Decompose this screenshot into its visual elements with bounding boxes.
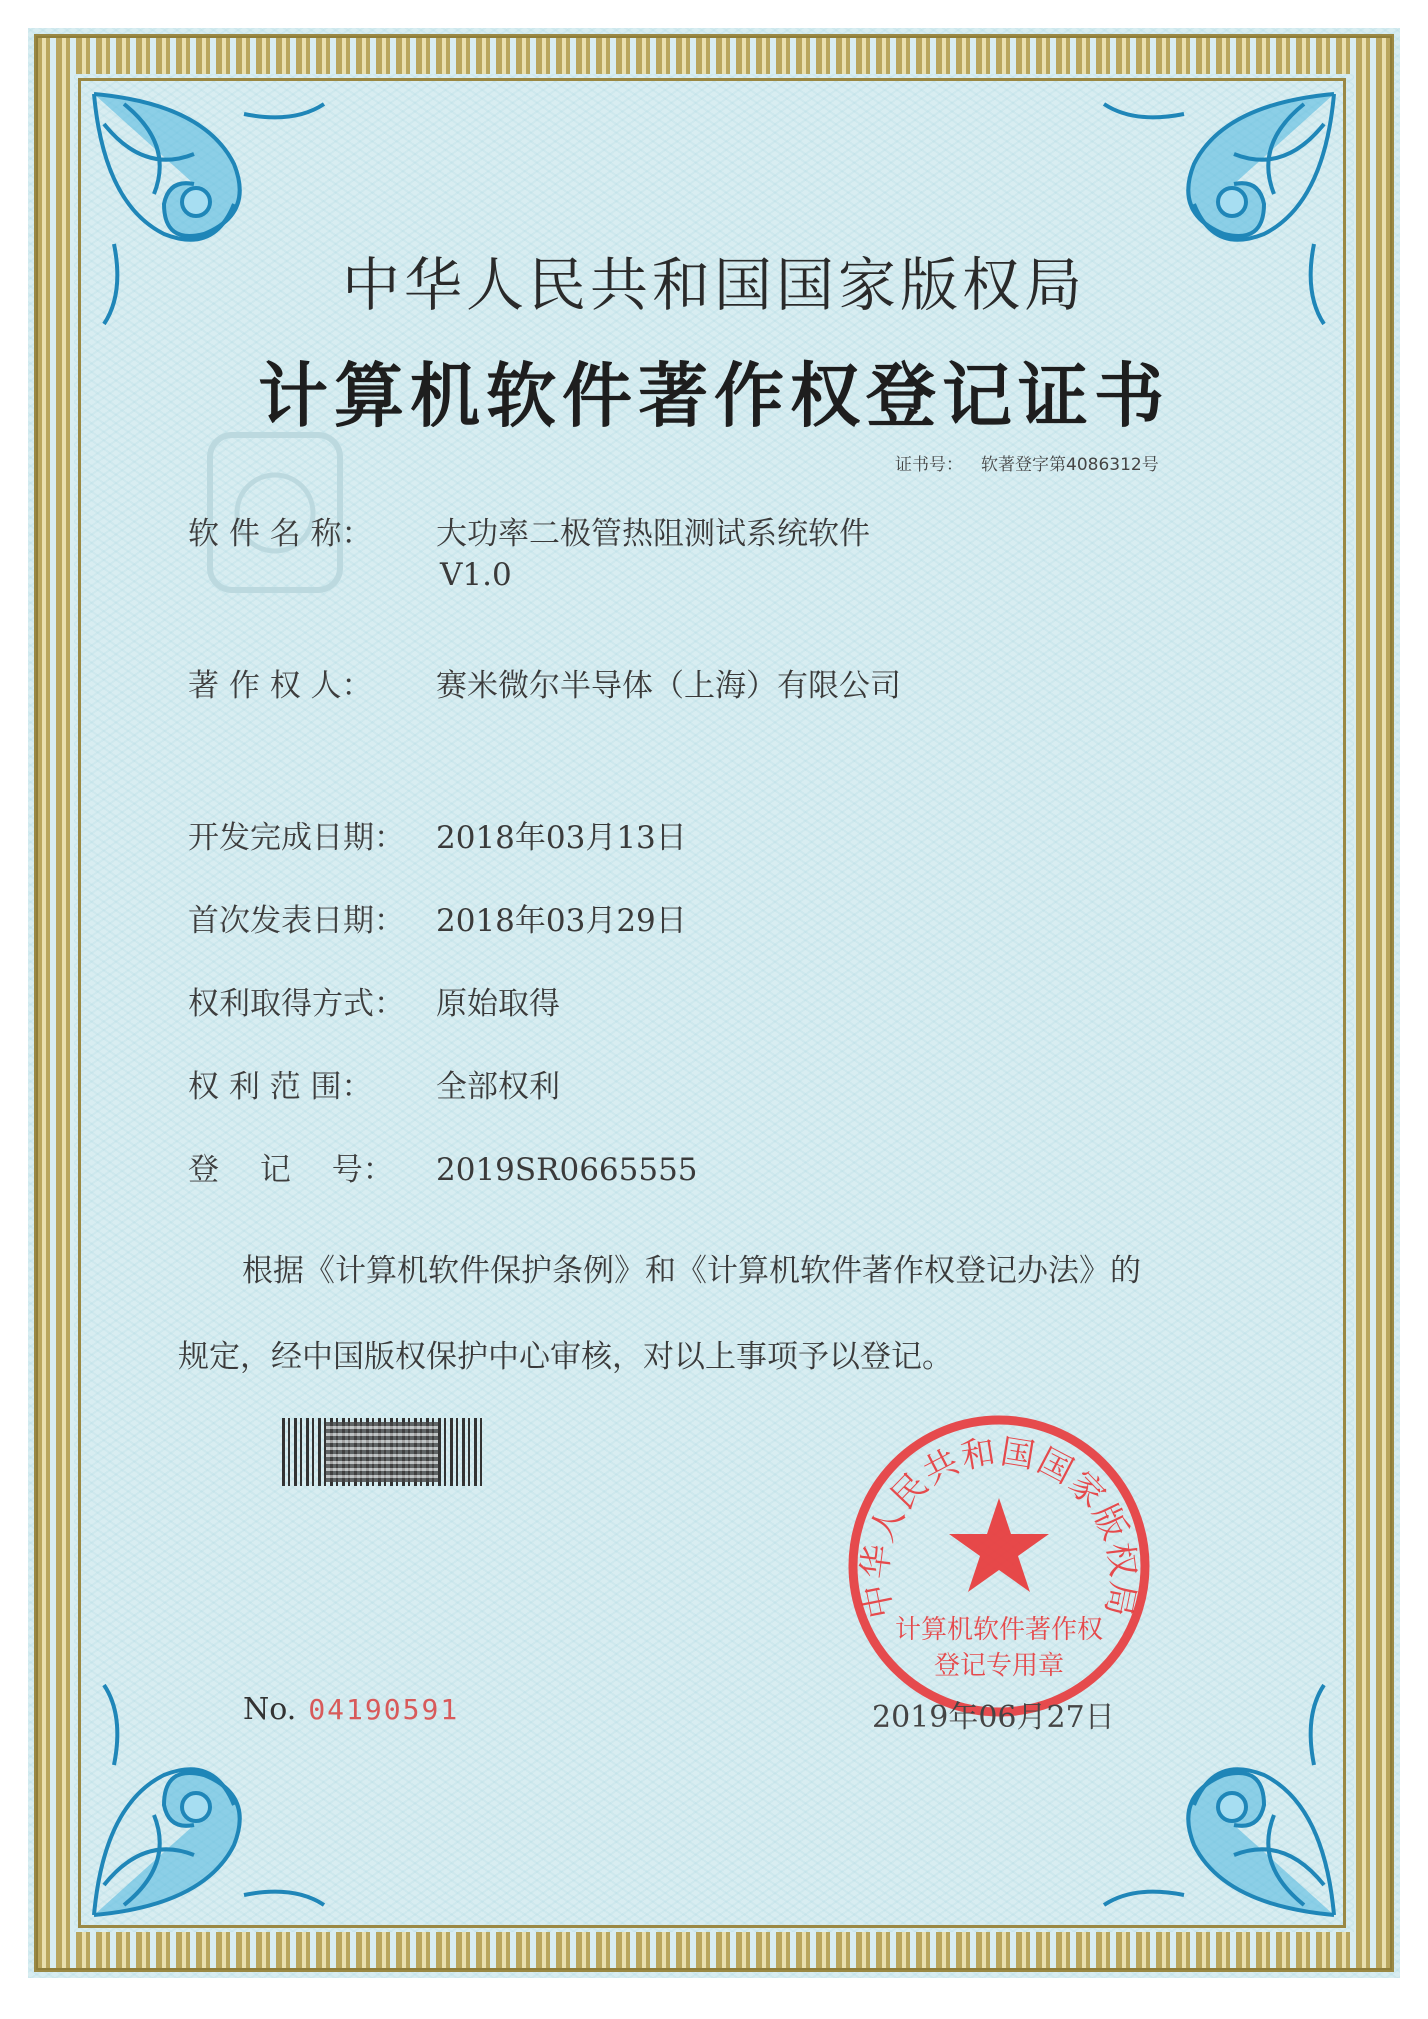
statement-paragraph xyxy=(178,1228,1278,1400)
field-value: 赛米微尔半导体（上海）有限公司 xyxy=(436,668,901,704)
serial-label: No. xyxy=(243,1692,297,1727)
field-copyright-owner xyxy=(188,660,901,705)
seal-inner-line-1: 计算机软件著作权 xyxy=(894,1615,1104,1645)
field-first-publish-date xyxy=(188,895,687,940)
field-value: 原始取得 xyxy=(436,986,560,1022)
field-value: 2018年03月13日 xyxy=(436,820,687,856)
seal-inner-line-2: 登记专用章 xyxy=(933,1651,1065,1681)
serial-number xyxy=(243,1692,459,1727)
issuing-authority: 中华人民共和国国家版权局 xyxy=(341,251,1086,319)
field-value: 大功率二极管热阻测试系统软件 xyxy=(436,516,870,552)
certificate-number-value: 软著登字第4086312号 xyxy=(981,455,1159,475)
seal-outer-text: 中华人民共和国国家版权局 xyxy=(854,1431,1144,1622)
statement-line-2: 规定，经中国版权保护中心审核，对以上事项予以登记。 xyxy=(178,1339,953,1375)
field-rights-scope xyxy=(188,1061,560,1106)
field-value: 2018年03月29日 xyxy=(436,903,687,939)
certificate-number-label: 证书号： xyxy=(895,455,963,475)
field-completion-date xyxy=(188,812,687,857)
official-seal xyxy=(845,1412,1153,1720)
field-value: 全部权利 xyxy=(436,1069,560,1105)
certificate-number xyxy=(895,450,1159,475)
field-value: 2019SR0665555 xyxy=(436,1152,698,1188)
field-label: 权利取得方式： xyxy=(188,986,405,1022)
field-registration-number xyxy=(188,1144,698,1189)
field-label: 著 作 权 人： xyxy=(188,668,373,704)
qr-code xyxy=(326,1422,438,1482)
field-label: 登 记 号： xyxy=(188,1152,394,1188)
field-label: 权 利 范 围： xyxy=(188,1069,373,1105)
serial-value: 04190591 xyxy=(308,1693,460,1726)
field-acquisition-method xyxy=(188,978,560,1023)
field-label: 开发完成日期： xyxy=(188,820,405,856)
barcode xyxy=(282,1418,482,1486)
issue-date: 2019年06月27日 xyxy=(872,1700,1115,1735)
field-software-name xyxy=(188,508,870,593)
field-label: 软 件 名 称： xyxy=(188,516,373,552)
field-value-version: V1.0 xyxy=(440,557,512,593)
certificate-title: 计算机软件著作权登记证书 xyxy=(258,354,1170,437)
statement-line-1: 根据《计算机软件保护条例》和《计算机软件著作权登记办法》的 xyxy=(242,1253,1141,1289)
field-label: 首次发表日期： xyxy=(188,903,405,939)
